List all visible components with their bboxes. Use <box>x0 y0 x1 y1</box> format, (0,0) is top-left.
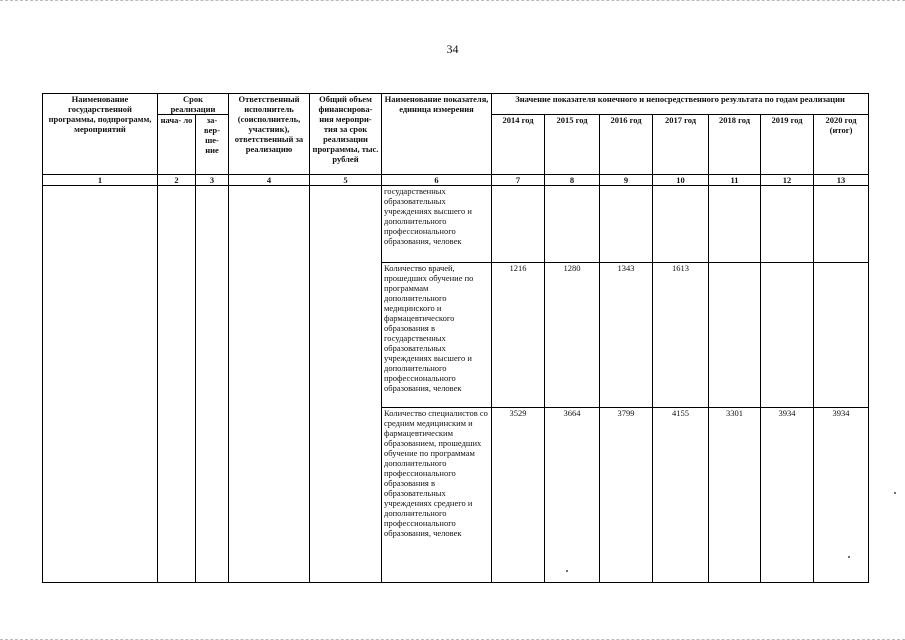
column-number: 2 <box>158 175 196 186</box>
value-cell <box>653 186 709 263</box>
header-year-2014: 2014 год <box>492 115 545 175</box>
value-cell <box>761 186 814 263</box>
cell-end <box>196 186 229 583</box>
value-cell: 1343 <box>600 263 653 408</box>
value-cell: 1613 <box>653 263 709 408</box>
cell-executor <box>229 186 310 583</box>
header-year-2015: 2015 год <box>545 115 600 175</box>
value-cell: 3664 <box>545 408 600 583</box>
cell-program <box>43 186 158 583</box>
value-cell <box>709 263 761 408</box>
value-cell: 3934 <box>814 408 869 583</box>
value-cell <box>600 186 653 263</box>
value-cell <box>814 263 869 408</box>
header-period: Срок реализации <box>158 94 229 115</box>
column-number: 13 <box>814 175 869 186</box>
scan-speck <box>894 492 896 494</box>
value-cell: 4155 <box>653 408 709 583</box>
value-cell: 1280 <box>545 263 600 408</box>
value-cell: 3934 <box>761 408 814 583</box>
indicator-cell: государственных образовательных учреждениях высшего и дополнительного профессионального образования, человек <box>382 186 492 263</box>
column-number: 6 <box>382 175 492 186</box>
value-cell: 3529 <box>492 408 545 583</box>
page-number: 34 <box>446 42 459 56</box>
header-year-2020: 2020 год (итог) <box>814 115 869 175</box>
table-row <box>43 186 869 263</box>
column-number: 1 <box>43 175 158 186</box>
column-number: 3 <box>196 175 229 186</box>
header-indicator: Наименование показателя, единица измерения <box>382 94 492 175</box>
value-cell <box>761 263 814 408</box>
value-cell <box>492 186 545 263</box>
value-cell <box>545 186 600 263</box>
header-program: Наименование государственной программы, подпрограмм, мероприятий <box>43 94 158 175</box>
column-number: 11 <box>709 175 761 186</box>
cell-funding <box>310 186 382 583</box>
column-number: 8 <box>545 175 600 186</box>
column-number: 7 <box>492 175 545 186</box>
scan-speck <box>848 556 850 558</box>
scan-edge-top <box>0 0 905 4</box>
value-cell <box>814 186 869 263</box>
header-funding: Общий объем финансирова- ния меропри- тия за срок реализации программы, тыс. рублей <box>310 94 382 175</box>
header-year-2016: 2016 год <box>600 115 653 175</box>
header-executor: Ответственный исполнитель (соисполнитель, участник), ответственный за реализацию <box>229 94 310 175</box>
value-cell: 3799 <box>600 408 653 583</box>
value-cell <box>709 186 761 263</box>
cell-start <box>158 186 196 583</box>
header-year-2019: 2019 год <box>761 115 814 175</box>
header-end: за- вер- ше- ние <box>196 115 229 175</box>
column-number: 12 <box>761 175 814 186</box>
column-number: 4 <box>229 175 310 186</box>
value-cell: 1216 <box>492 263 545 408</box>
column-number: 5 <box>310 175 382 186</box>
indicator-cell: Количество специалистов со средним медицинским и фармацевтическим образованием, прошедших обучение по программам дополнительного профессионального образования в образовательных учреждениях среднего и дополнительного профессионального образования, человек <box>382 408 492 583</box>
scan-edge-bottom <box>0 636 905 640</box>
indicator-table <box>42 93 869 583</box>
header-values-group: Значение показателя конечного и непосредственного результата по годам реализации <box>492 94 869 115</box>
header-year-2018: 2018 год <box>709 115 761 175</box>
column-number: 10 <box>653 175 709 186</box>
indicator-cell: Количество врачей, прошедших обучение по программам дополнительного медицинского и фармацевтического образования в государственных образовательных учреждениях высшего и дополнительного профессионального образования, человек <box>382 263 492 408</box>
scan-speck <box>566 570 568 572</box>
header-year-2017: 2017 год <box>653 115 709 175</box>
column-number: 9 <box>600 175 653 186</box>
header-start: нача- ло <box>158 115 196 175</box>
value-cell: 3301 <box>709 408 761 583</box>
